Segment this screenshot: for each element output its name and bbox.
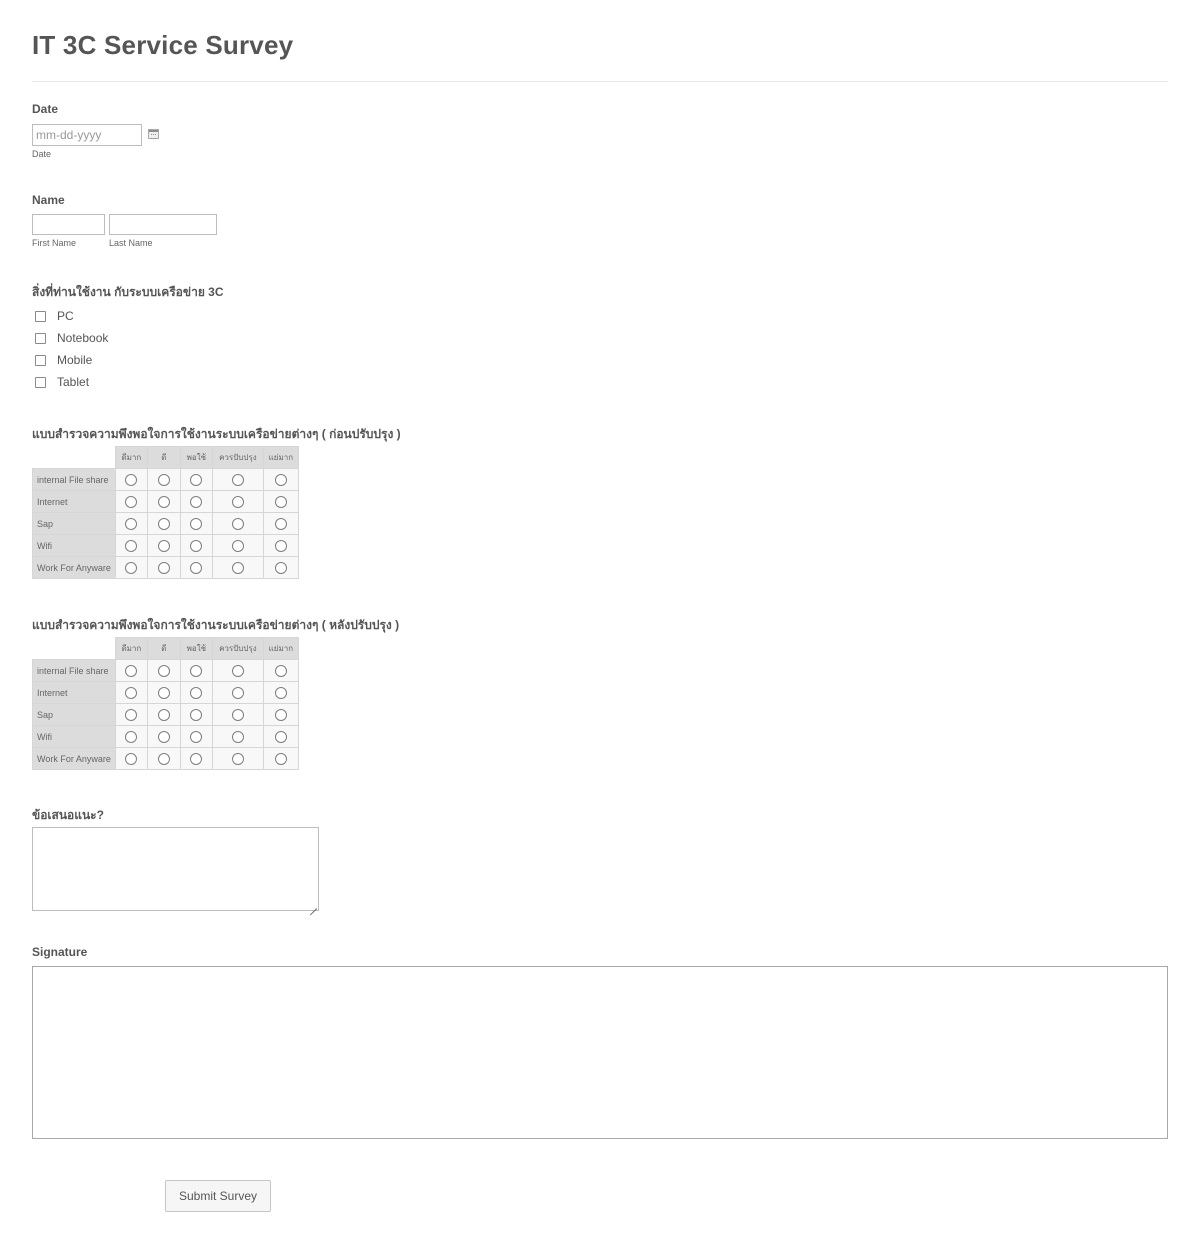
matrix-row bbox=[33, 513, 299, 535]
matrix-cell bbox=[147, 535, 180, 557]
radio-button[interactable] bbox=[125, 562, 137, 574]
matrix-cell bbox=[212, 513, 263, 535]
matrix-cell bbox=[115, 491, 147, 513]
device-option-mobile[interactable] bbox=[35, 349, 108, 371]
radio-button[interactable] bbox=[190, 687, 202, 699]
radio-button[interactable] bbox=[158, 665, 170, 677]
matrix-cell bbox=[147, 513, 180, 535]
matrix-cell bbox=[115, 726, 147, 748]
radio-button[interactable] bbox=[190, 540, 202, 552]
matrix-column-header: พอใช้ bbox=[180, 638, 212, 660]
matrix-cell bbox=[180, 660, 212, 682]
matrix-cell bbox=[115, 682, 147, 704]
matrix-cell bbox=[212, 660, 263, 682]
calendar-icon[interactable] bbox=[148, 129, 159, 139]
radio-button[interactable] bbox=[125, 496, 137, 508]
matrix-cell bbox=[212, 726, 263, 748]
devices-label: สิ่งที่ท่านใช้งาน กับระบบเครือข่าย 3C bbox=[32, 285, 224, 299]
matrix-column-header: ควรปับปรุง bbox=[212, 447, 263, 469]
radio-button[interactable] bbox=[125, 474, 137, 486]
suggestion-textarea[interactable] bbox=[32, 827, 319, 911]
radio-button[interactable] bbox=[190, 562, 202, 574]
device-option-notebook[interactable] bbox=[35, 327, 108, 349]
matrix-after-label: แบบสำรวจความพึงพอใจการใช้งานระบบเครือข่ายต่างๆ ( หลังปรับปรุง ) bbox=[32, 618, 400, 632]
matrix-row-label: Sap bbox=[33, 704, 116, 726]
matrix-cell bbox=[180, 726, 212, 748]
matrix-column-header: ดีมาก bbox=[115, 447, 147, 469]
matrix-cell bbox=[212, 748, 263, 770]
matrix-header-row bbox=[33, 447, 299, 469]
matrix-cell bbox=[212, 682, 263, 704]
checkbox-label: Notebook bbox=[57, 331, 109, 345]
matrix-row bbox=[33, 704, 299, 726]
radio-button[interactable] bbox=[125, 540, 137, 552]
devices-checkbox-group bbox=[35, 305, 108, 393]
radio-button[interactable] bbox=[232, 496, 244, 508]
matrix-cell bbox=[263, 682, 298, 704]
checkbox[interactable] bbox=[35, 311, 46, 322]
matrix-corner bbox=[33, 447, 116, 469]
matrix-cell bbox=[212, 491, 263, 513]
radio-button[interactable] bbox=[158, 709, 170, 721]
matrix-cell bbox=[147, 469, 180, 491]
title-divider bbox=[32, 81, 1168, 82]
matrix-cell bbox=[263, 469, 298, 491]
matrix-cell bbox=[115, 704, 147, 726]
first-name-sublabel: First Name bbox=[32, 238, 77, 248]
matrix-cell bbox=[180, 535, 212, 557]
radio-button[interactable] bbox=[158, 753, 170, 765]
matrix-cell bbox=[263, 660, 298, 682]
page-title: IT 3C Service Survey bbox=[32, 30, 294, 60]
radio-button[interactable] bbox=[125, 753, 137, 765]
radio-button[interactable] bbox=[275, 496, 287, 508]
matrix-column-header: แย่มาก bbox=[263, 447, 298, 469]
radio-button[interactable] bbox=[190, 665, 202, 677]
radio-button[interactable] bbox=[125, 687, 137, 699]
radio-button[interactable] bbox=[190, 474, 202, 486]
matrix-cell bbox=[263, 726, 298, 748]
matrix-cell bbox=[180, 491, 212, 513]
matrix-cell bbox=[115, 469, 147, 491]
matrix-row bbox=[33, 535, 299, 557]
checkbox-label: PC bbox=[57, 309, 74, 323]
radio-button[interactable] bbox=[275, 687, 287, 699]
radio-button[interactable] bbox=[275, 540, 287, 552]
matrix-cell bbox=[212, 469, 263, 491]
suggestion-label: ข้อเสนอแนะ? bbox=[32, 808, 104, 822]
matrix-cell bbox=[180, 557, 212, 579]
signature-pad[interactable] bbox=[32, 966, 1168, 1139]
matrix-row bbox=[33, 748, 299, 770]
radio-button[interactable] bbox=[190, 731, 202, 743]
matrix-cell bbox=[263, 491, 298, 513]
radio-button[interactable] bbox=[125, 665, 137, 677]
matrix-cell bbox=[115, 660, 147, 682]
radio-button[interactable] bbox=[125, 518, 137, 530]
matrix-before-label: แบบสำรวจความพึงพอใจการใช้งานระบบเครือข่ายต่างๆ ( ก่อนปรับปรุง ) bbox=[32, 427, 401, 441]
matrix-column-header: แย่มาก bbox=[263, 638, 298, 660]
matrix-row-label: Internet bbox=[33, 682, 116, 704]
checkbox-label: Tablet bbox=[57, 375, 90, 389]
radio-button[interactable] bbox=[190, 709, 202, 721]
radio-button[interactable] bbox=[275, 753, 287, 765]
radio-button[interactable] bbox=[275, 709, 287, 721]
matrix-cell bbox=[147, 704, 180, 726]
matrix-cell bbox=[212, 704, 263, 726]
matrix-cell bbox=[147, 557, 180, 579]
radio-button[interactable] bbox=[275, 562, 287, 574]
radio-button[interactable] bbox=[158, 474, 170, 486]
matrix-cell bbox=[263, 557, 298, 579]
radio-button[interactable] bbox=[232, 753, 244, 765]
date-input[interactable] bbox=[32, 124, 142, 146]
matrix-cell bbox=[180, 513, 212, 535]
matrix-row bbox=[33, 469, 299, 491]
radio-button[interactable] bbox=[158, 731, 170, 743]
device-option-pc[interactable] bbox=[35, 305, 108, 327]
matrix-cell bbox=[180, 682, 212, 704]
radio-button[interactable] bbox=[232, 731, 244, 743]
matrix-cell bbox=[263, 535, 298, 557]
matrix-row-label: Work For Anyware bbox=[33, 557, 116, 579]
matrix-cell bbox=[263, 704, 298, 726]
last-name-input[interactable] bbox=[109, 214, 217, 235]
radio-button[interactable] bbox=[275, 665, 287, 677]
matrix-cell bbox=[147, 726, 180, 748]
matrix-column-header: ดี bbox=[147, 638, 180, 660]
radio-button[interactable] bbox=[232, 474, 244, 486]
radio-button[interactable] bbox=[232, 562, 244, 574]
name-label: Name bbox=[32, 193, 65, 207]
checkbox[interactable] bbox=[35, 355, 46, 366]
radio-button[interactable] bbox=[232, 665, 244, 677]
checkbox[interactable] bbox=[35, 377, 46, 388]
last-name-sublabel: Last Name bbox=[109, 238, 153, 248]
date-sublabel: Date bbox=[32, 149, 52, 159]
matrix-cell bbox=[147, 660, 180, 682]
checkbox-label: Mobile bbox=[57, 353, 93, 367]
matrix-cell bbox=[180, 748, 212, 770]
matrix-row-label: internal File share bbox=[33, 660, 116, 682]
matrix-row-label: internal File share bbox=[33, 469, 116, 491]
radio-button[interactable] bbox=[232, 540, 244, 552]
matrix-row bbox=[33, 491, 299, 513]
radio-button[interactable] bbox=[158, 518, 170, 530]
radio-button[interactable] bbox=[275, 731, 287, 743]
matrix-row bbox=[33, 726, 299, 748]
matrix-cell bbox=[212, 535, 263, 557]
matrix-cell bbox=[115, 748, 147, 770]
submit-survey-button[interactable]: Submit Survey bbox=[165, 1180, 271, 1212]
matrix-cell bbox=[115, 535, 147, 557]
radio-button[interactable] bbox=[275, 474, 287, 486]
matrix-corner bbox=[33, 638, 116, 660]
matrix-cell bbox=[147, 491, 180, 513]
device-option-tablet[interactable] bbox=[35, 371, 108, 393]
matrix-before-table bbox=[32, 446, 299, 579]
matrix-column-header: ดีมาก bbox=[115, 638, 147, 660]
checkbox[interactable] bbox=[35, 333, 46, 344]
matrix-column-header: ควรปับปรุง bbox=[212, 638, 263, 660]
radio-button[interactable] bbox=[158, 687, 170, 699]
matrix-cell bbox=[180, 704, 212, 726]
radio-button[interactable] bbox=[275, 518, 287, 530]
matrix-row-label: Internet bbox=[33, 491, 116, 513]
matrix-cell bbox=[147, 748, 180, 770]
radio-button[interactable] bbox=[125, 709, 137, 721]
radio-button[interactable] bbox=[158, 562, 170, 574]
matrix-row bbox=[33, 682, 299, 704]
matrix-cell bbox=[115, 557, 147, 579]
matrix-after-table bbox=[32, 637, 299, 770]
matrix-header-row bbox=[33, 638, 299, 660]
matrix-cell bbox=[180, 469, 212, 491]
radio-button[interactable] bbox=[232, 709, 244, 721]
date-label: Date bbox=[32, 102, 59, 116]
radio-button[interactable] bbox=[125, 731, 137, 743]
radio-button[interactable] bbox=[190, 496, 202, 508]
radio-button[interactable] bbox=[232, 687, 244, 699]
radio-button[interactable] bbox=[190, 753, 202, 765]
radio-button[interactable] bbox=[158, 540, 170, 552]
radio-button[interactable] bbox=[158, 496, 170, 508]
resize-grip-icon[interactable] bbox=[310, 902, 317, 909]
matrix-row-label: Wifi bbox=[33, 535, 116, 557]
signature-label: Signature bbox=[32, 945, 88, 959]
radio-button[interactable] bbox=[190, 518, 202, 530]
matrix-row-label: Work For Anyware bbox=[33, 748, 116, 770]
matrix-cell bbox=[212, 557, 263, 579]
matrix-row bbox=[33, 660, 299, 682]
matrix-column-header: พอใช้ bbox=[180, 447, 212, 469]
matrix-cell bbox=[147, 682, 180, 704]
matrix-cell bbox=[263, 513, 298, 535]
matrix-cell bbox=[263, 748, 298, 770]
matrix-row bbox=[33, 557, 299, 579]
matrix-cell bbox=[115, 513, 147, 535]
matrix-row-label: Wifi bbox=[33, 726, 116, 748]
first-name-input[interactable] bbox=[32, 214, 105, 235]
radio-button[interactable] bbox=[232, 518, 244, 530]
matrix-column-header: ดี bbox=[147, 447, 180, 469]
matrix-row-label: Sap bbox=[33, 513, 116, 535]
